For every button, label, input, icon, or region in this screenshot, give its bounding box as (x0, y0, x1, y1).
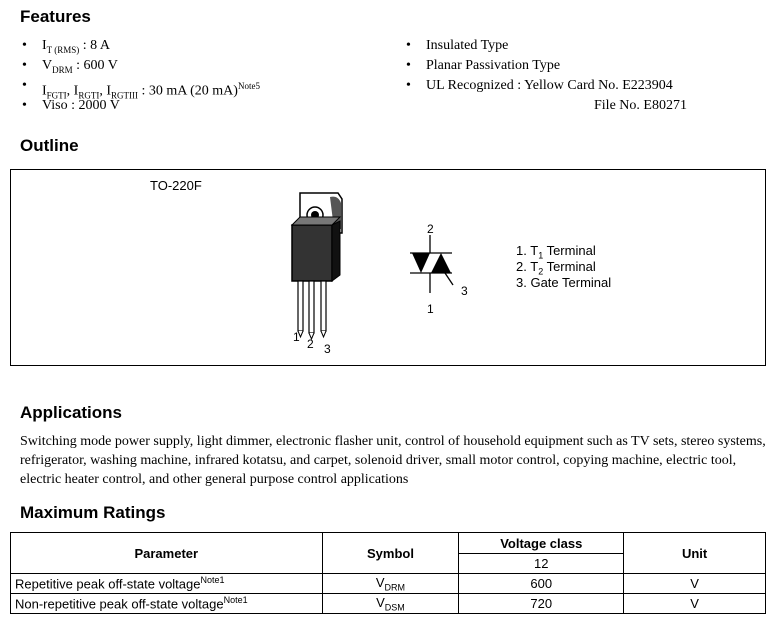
feature-item-planar: • Planar Passivation Type (406, 56, 673, 76)
bullet-icon: • (22, 58, 27, 73)
bullet-icon: • (22, 38, 27, 53)
ratings-table (10, 532, 766, 614)
bullet-icon: • (406, 58, 411, 73)
outline-box (10, 169, 766, 366)
terminal-list (516, 243, 611, 291)
feature-item-it-rms: • $I_{T (RMS)}$ : 8 A (22, 38, 110, 55)
header-parameter: Parameter (11, 533, 323, 574)
header-symbol: Symbol (322, 533, 459, 574)
unit-cell: V (624, 574, 766, 594)
table-row (11, 594, 766, 614)
feature-item-igt: • $I_{FGTI}$, $I_{RGTI}$, $I_{RGTIII}$ : 30 mA (20 mA)$^{Note5}$ (22, 78, 260, 101)
feature-item-viso: • Viso : 2000 V (22, 96, 260, 116)
package-pin-2: 2 (307, 337, 314, 351)
file-number: File No. E80271 (594, 98, 687, 113)
package-pin-1: 1 (293, 330, 300, 344)
feature-item-vdrm: • $V_{DRM}$ : 600 V (22, 58, 118, 75)
features-heading: Features (20, 7, 91, 26)
header-voltage-class: Voltage class (459, 533, 624, 554)
terminal-item-gate: 3. Gate Terminal (516, 275, 612, 290)
ratings-heading: Maximum Ratings (20, 503, 166, 522)
features-left-list (22, 36, 260, 116)
applications-heading: Applications (20, 403, 123, 422)
value-cell: 600 (459, 574, 624, 594)
symbol-pin-3: 3 (461, 284, 468, 298)
feature-item-insulated: • Insulated Type (406, 36, 673, 56)
value-cell: 720 (459, 594, 624, 614)
applications-text: Switching mode power supply, light dimmer, electronic flasher unit, control of household equipment such as TV sets, stereo systems, refrigerator, washing machine, infrared kotatsu, and carpet, solenoid driver, small motor control, copying machine, electric tool, electric heater control, and other general purpose control applications (20, 434, 766, 487)
header-unit: Unit (624, 533, 766, 574)
terminal-item-t2: 2. $T_2$ Terminal (516, 259, 596, 277)
package-label: TO-220F (150, 178, 202, 193)
param-cell: Repetitive peak off-state voltage$^{Note1}$ (11, 574, 323, 594)
param-cell: Non-repetitive peak off-state voltage$^{Note1}$ (11, 594, 323, 614)
symbol-pin-2: 2 (427, 222, 434, 236)
bullet-icon: • (406, 38, 411, 53)
symbol-cell: $V_{DSM}$ (322, 594, 459, 614)
feature-item-ul: • UL Recognized : Yellow Card No. E223904 (406, 76, 673, 96)
to220f-package-icon (270, 185, 360, 350)
bullet-icon: • (22, 98, 27, 113)
voltage-class-value: 12 (459, 554, 624, 574)
bullet-icon: • (406, 78, 411, 93)
outline-heading: Outline (20, 136, 79, 155)
symbol-cell: $V_{DRM}$ (322, 574, 459, 594)
unit-cell: V (624, 594, 766, 614)
features-right-list (406, 36, 673, 96)
table-row (11, 574, 766, 594)
symbol-pin-1: 1 (427, 302, 434, 316)
package-pin-3: 3 (324, 342, 331, 356)
bullet-icon: • (22, 78, 27, 93)
terminal-item-t1: 1. $T_1$ Terminal (516, 243, 596, 261)
